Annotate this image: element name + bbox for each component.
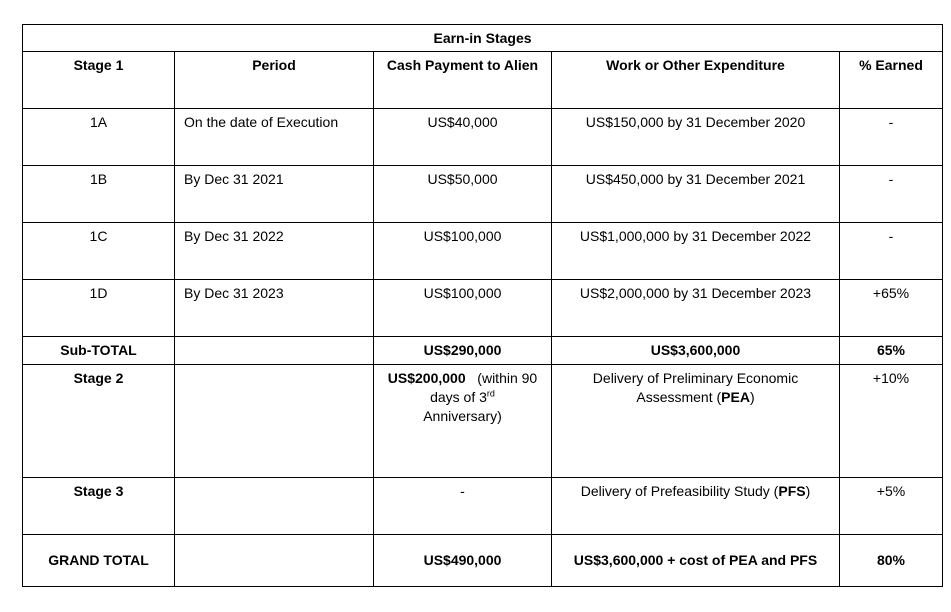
stage2-work xyxy=(552,365,840,478)
work-cell: US$2,000,000 by 31 December 2023 xyxy=(552,280,840,337)
earned-cell: - xyxy=(840,166,943,223)
table-row xyxy=(23,166,943,223)
header-work: Work or Other Expenditure xyxy=(552,52,840,109)
cash-cell: US$40,000 xyxy=(374,109,552,166)
cash-cell: US$50,000 xyxy=(374,166,552,223)
stage3-work-text: Delivery of Prefeasibility Study ( xyxy=(580,483,779,499)
subtotal-work: US$3,600,000 xyxy=(552,337,840,365)
earned-cell: - xyxy=(840,223,943,280)
grand-total-row xyxy=(23,535,943,587)
stage3-period-cell xyxy=(175,478,374,535)
table-row xyxy=(23,280,943,337)
stage3-work xyxy=(552,478,840,535)
stage2-work-close: ) xyxy=(749,389,755,405)
earn-in-stages-table xyxy=(22,24,943,587)
stage2-label: Stage 2 xyxy=(23,365,175,478)
grand-total-period-cell xyxy=(175,535,374,587)
work-cell: US$1,000,000 by 31 December 2022 xyxy=(552,223,840,280)
stage3-earned: +5% xyxy=(840,478,943,535)
stage2-cash xyxy=(374,365,552,478)
cash-cell: US$100,000 xyxy=(374,280,552,337)
stage2-earned: +10% xyxy=(840,365,943,478)
table-title: Earn-in Stages xyxy=(23,25,943,52)
grand-total-work: US$3,600,000 + cost of PEA and PFS xyxy=(552,535,840,587)
stage2-cash-note: (within 90 days of 3 xyxy=(430,370,538,405)
table-header-row xyxy=(23,52,943,109)
period-cell: By Dec 31 2023 xyxy=(175,280,374,337)
stage2-cash-note-sup: rd xyxy=(486,388,495,399)
stage2-cash-amount: US$200,000 xyxy=(387,370,466,386)
stage2-period-cell xyxy=(175,365,374,478)
stage-cell: 1A xyxy=(23,109,175,166)
header-stage: Stage 1 xyxy=(23,52,175,109)
subtotal-earned: 65% xyxy=(840,337,943,365)
stage2-work-abbr: PEA xyxy=(721,389,750,405)
cash-cell: US$100,000 xyxy=(374,223,552,280)
stage3-label: Stage 3 xyxy=(23,478,175,535)
header-period: Period xyxy=(175,52,374,109)
subtotal-cash: US$290,000 xyxy=(374,337,552,365)
table-title-row xyxy=(23,25,943,52)
stage3-work-abbr: PFS xyxy=(778,483,806,499)
stage-cell: 1C xyxy=(23,223,175,280)
period-cell: On the date of Execution xyxy=(175,109,374,166)
grand-total-label: GRAND TOTAL xyxy=(23,535,175,587)
stage3-work-close: ) xyxy=(805,483,811,499)
work-cell: US$450,000 by 31 December 2021 xyxy=(552,166,840,223)
grand-total-earned: 80% xyxy=(840,535,943,587)
period-cell: By Dec 31 2022 xyxy=(175,223,374,280)
stage-cell: 1D xyxy=(23,280,175,337)
subtotal-row xyxy=(23,337,943,365)
table-row xyxy=(23,109,943,166)
stage2-row xyxy=(23,365,943,478)
earned-cell: - xyxy=(840,109,943,166)
header-earned: % Earned xyxy=(840,52,943,109)
period-cell: By Dec 31 2021 xyxy=(175,166,374,223)
stage-cell: 1B xyxy=(23,166,175,223)
subtotal-period-cell xyxy=(175,337,374,365)
table-row xyxy=(23,223,943,280)
grand-total-cash: US$490,000 xyxy=(374,535,552,587)
subtotal-label: Sub-TOTAL xyxy=(23,337,175,365)
stage2-cash-note-end: Anniversary) xyxy=(423,408,502,424)
header-cash: Cash Payment to Alien xyxy=(374,52,552,109)
earned-cell: +65% xyxy=(840,280,943,337)
stage3-row xyxy=(23,478,943,535)
stage2-work-text: Delivery of Preliminary Economic Assessment ( xyxy=(592,370,799,405)
work-cell: US$150,000 by 31 December 2020 xyxy=(552,109,840,166)
stage3-cash: - xyxy=(374,478,552,535)
